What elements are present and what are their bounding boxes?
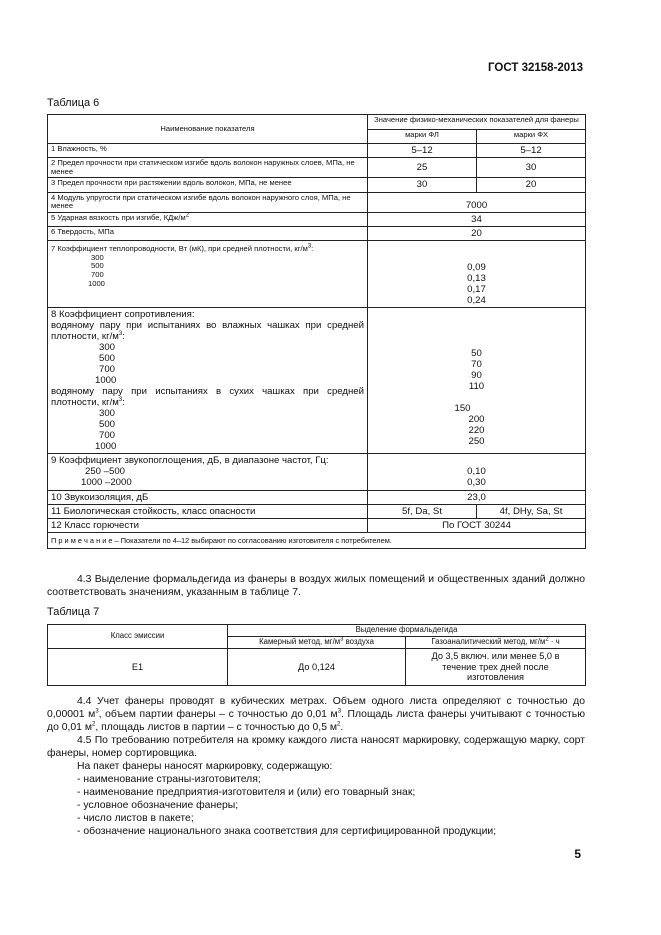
table-row xyxy=(48,518,586,532)
table-row xyxy=(48,115,586,130)
row-value: 7000 xyxy=(368,192,586,212)
list-item: - наименование страны-изготовителя; xyxy=(77,774,261,785)
table-row xyxy=(48,158,586,178)
page-number: 5 xyxy=(574,847,581,861)
header-fl: марки ФЛ xyxy=(368,129,477,144)
table7-caption: Таблица 7 xyxy=(47,606,100,618)
table-6 xyxy=(47,114,586,549)
row-value-fl: 5f, Da, St xyxy=(368,504,477,518)
row-name: 7 Коэффициент теплопроводности, Вт (мК), при средней плотности, $кг/м^3$: 300 500 700 1000 xyxy=(48,241,368,308)
paragraph-4-5: 4.5 По требованию потребителя на кромку каждого листа наносят маркировку, содержащую марку, сорт фанеры, номер сортировщика. xyxy=(47,735,585,759)
table-note: П р и м е ч а н и е – Показатели по 4–12 выбирают по согласованию изготовителя с потребителем. xyxy=(48,532,586,549)
row-value: 34 xyxy=(368,212,586,226)
table-row xyxy=(48,490,586,504)
paragraph-marking: На пакет фанеры наносят маркировку, содержащую: xyxy=(77,761,333,772)
row-name: 4 Модуль упругости при статическом изгибе вдоль волокон наружного слоя, МПа, не менее xyxy=(48,192,368,212)
row-value: По ГОСТ 30244 xyxy=(368,518,586,532)
table-row xyxy=(48,532,586,549)
header-fh: марки ФХ xyxy=(477,129,586,144)
list-item: - условное обозначение фанеры; xyxy=(77,800,239,811)
row-name: 6 Твердость, МПа xyxy=(48,226,368,240)
header-chamber: Камерный метод, $мг/м^3$ воздуха xyxy=(228,636,406,648)
row-value: 20 xyxy=(368,226,586,240)
list-item: - наименование предприятия-изготовителя и (или) его товарный знак; xyxy=(77,787,416,798)
row-value: 0,10 0,30 xyxy=(368,454,586,490)
row-value-fh: 5–12 xyxy=(477,144,586,158)
table-row xyxy=(48,241,586,308)
header-group: Выделение формальдегида xyxy=(228,625,586,637)
table-row xyxy=(48,625,586,637)
header-class: Класс эмиссии xyxy=(48,625,228,649)
cell-gas: До 3,5 включ. или менее 5,0 в течение трех дней после изготовления xyxy=(406,648,586,685)
cell-class: E1 xyxy=(48,648,228,685)
row-name: 9 Коэффициент звукопоглощения, дБ, в диапазоне частот, Гц: 250 –500 1000 –2000 xyxy=(48,454,368,490)
paragraph-4-3: 4.3 Выделение формальдегида из фанеры в воздух жилых помещений и общественных зданий должно соответствовать значениям, указанным в таблице 7. xyxy=(47,574,585,598)
paragraph-4-4: 4.4 Учет фанеры проводят в кубических метрах. Объем одного листа определяют с точностью до 0,00001 $м^3$, объем партии фанеры – с точностью до 0,01 $м^3$. Площадь листа фанеры учитывают с точностью до 0,01 $м^2$, площадь листов в партии – с точностью до 0,5 $м^2$. xyxy=(47,696,585,733)
row-name: 3 Предел прочности при растяжении вдоль волокон, МПа, не менее xyxy=(48,178,368,192)
row-value-fl: 30 xyxy=(368,178,477,192)
table-row xyxy=(48,454,586,490)
row-value-fh: 20 xyxy=(477,178,586,192)
row-name: 1 Влажность, % xyxy=(48,144,368,158)
list-item: - число листов в пакете; xyxy=(77,813,194,824)
table-row xyxy=(48,144,586,158)
row-value-fl: 5–12 xyxy=(368,144,477,158)
standard-code: ГОСТ 32158-2013 xyxy=(488,62,583,74)
table6-caption: Таблица 6 xyxy=(47,97,100,109)
header-name: Наименование показателя xyxy=(48,115,368,144)
table-row xyxy=(48,192,586,212)
table-row xyxy=(48,504,586,518)
table-row xyxy=(48,648,586,685)
list-item: - обозначение национального знака соответствия для сертифицированной продукции; xyxy=(77,826,497,837)
cell-chamber: До 0,124 xyxy=(228,648,406,685)
row-value: 50 70 90 110 150 200 220 250 xyxy=(368,308,586,454)
table-row xyxy=(48,226,586,240)
row-name: 11 Биологическая стойкость, класс опасности xyxy=(48,504,368,518)
row-value: 0,09 0,13 0,17 0,24 xyxy=(368,241,586,308)
table-row xyxy=(48,308,586,454)
row-name: 10 Звукоизоляция, дБ xyxy=(48,490,368,504)
table-row xyxy=(48,212,586,226)
table-row xyxy=(48,178,586,192)
row-value-fh: 4f, DHy, Sa, St xyxy=(477,504,586,518)
row-value-fl: 25 xyxy=(368,158,477,178)
row-name: 12 Класс горючести xyxy=(48,518,368,532)
row-name: 5 Ударная вязкость при изгибе, КДж/$м^2$ xyxy=(48,212,368,226)
row-value-fh: 30 xyxy=(477,158,586,178)
row-value: 23,0 xyxy=(368,490,586,504)
marking-list xyxy=(77,773,496,838)
header-value-group: Значение физико-механических показателей для фанеры xyxy=(368,115,586,130)
table-7 xyxy=(47,624,586,686)
header-gas: Газоаналитический метод, $мг/м^2 \cdot ч$ xyxy=(406,636,586,648)
row-name: 8 Коэффициент сопротивления: водяному пару при испытаниях во влажных чашках при средней плотности, $кг/м^3$: 300 500 700 1000 водяному пару при испытаниях в сухих чашках при средней плотности, $кг/м^3$: 300 500 700 1000 xyxy=(48,308,368,454)
row-name: 2 Предел прочности при статическом изгибе вдоль волокон наружных слоев, МПа, не менее xyxy=(48,158,368,178)
